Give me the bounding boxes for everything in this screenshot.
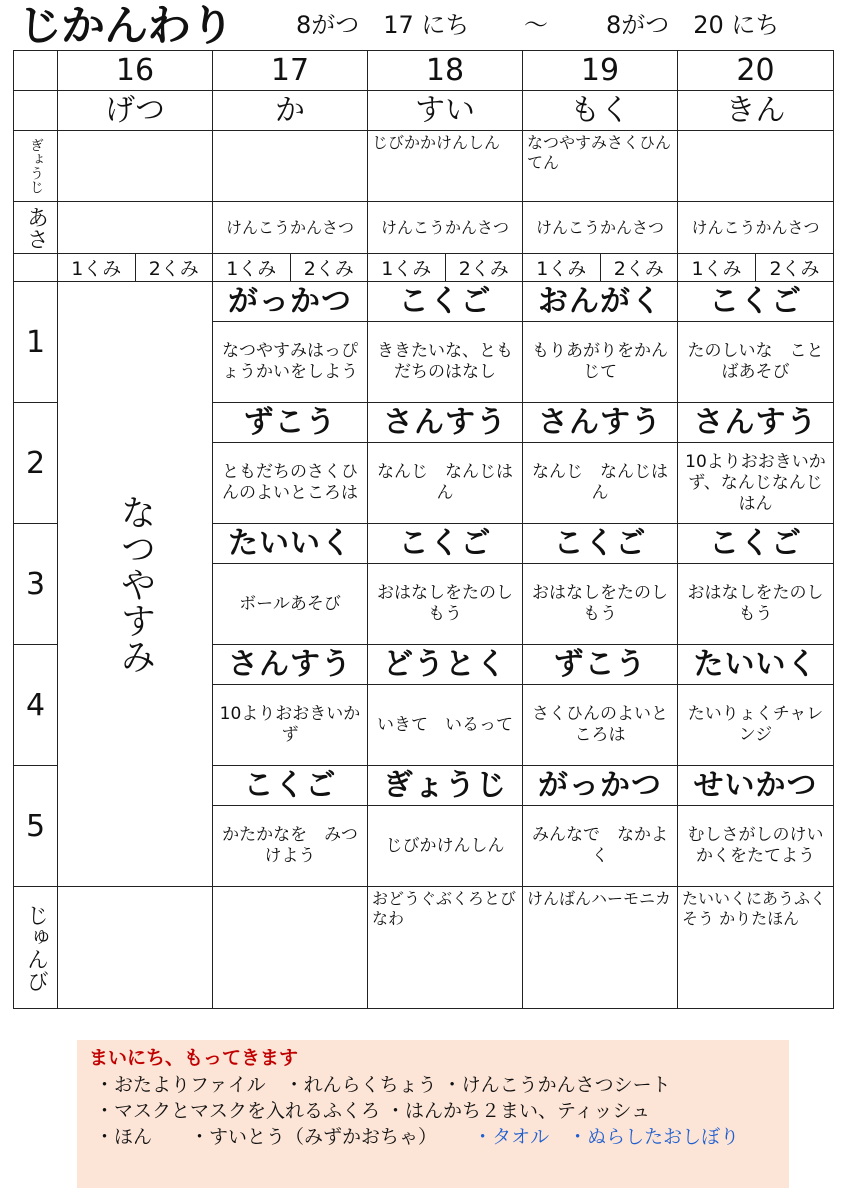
class-row bbox=[14, 254, 834, 282]
date-range bbox=[0, 8, 854, 42]
daily-items-note bbox=[77, 1040, 789, 1188]
class-1-label: 1くみ bbox=[691, 258, 742, 280]
period-number: 3 bbox=[14, 524, 58, 645]
junbi-label: じゅんび bbox=[14, 887, 58, 1009]
asa-cell: けんこうかんさつ bbox=[213, 202, 368, 254]
detail-cell: なんじ なんじはん bbox=[368, 443, 523, 524]
subject-cell: ずこう bbox=[523, 645, 678, 685]
gyouji-row bbox=[14, 131, 834, 202]
subject-cell: さんすう bbox=[368, 403, 523, 443]
detail-cell: なつやすみはっぴょうかいをしよう bbox=[213, 322, 368, 403]
junbi-cell: けんばんハーモニカ bbox=[523, 887, 678, 1009]
asa-cell bbox=[58, 202, 213, 254]
subject-cell: がっかつ bbox=[523, 766, 678, 806]
weekday-cell: か bbox=[213, 91, 368, 131]
subject-cell: ずこう bbox=[213, 403, 368, 443]
asa-cell: けんこうかんさつ bbox=[368, 202, 523, 254]
subject-cell: こくご bbox=[678, 282, 834, 322]
gyouji-cell bbox=[213, 131, 368, 202]
weekday-cell: げつ bbox=[58, 91, 213, 131]
corner-cell bbox=[14, 91, 58, 131]
subject-cell: さんすう bbox=[678, 403, 834, 443]
class-cell bbox=[58, 254, 213, 282]
class-2-label: 2くみ bbox=[135, 254, 213, 281]
asa-row bbox=[14, 202, 834, 254]
weekday-cell: きん bbox=[678, 91, 834, 131]
notes-line: ・マスクとマスクを入れるふくろ ・はんかち２まい、ティッシュ bbox=[95, 1100, 651, 1122]
date-row bbox=[14, 51, 834, 91]
notes-line-blue: ・タオル ・ぬらしたおしぼり bbox=[473, 1126, 740, 1148]
detail-cell: ボールあそび bbox=[213, 564, 368, 645]
detail-cell: たいりょくチャレンジ bbox=[678, 685, 834, 766]
class-2-label: 2くみ bbox=[755, 254, 833, 281]
period-number: 2 bbox=[14, 403, 58, 524]
subject-cell: たいいく bbox=[678, 645, 834, 685]
class-cell bbox=[368, 254, 523, 282]
detail-cell: さくひんのよいところは bbox=[523, 685, 678, 766]
summer-break-label: なつやすみ bbox=[115, 494, 156, 674]
detail-cell: おはなしをたのしもう bbox=[368, 564, 523, 645]
detail-cell: かたかなを みつけよう bbox=[213, 806, 368, 887]
detail-cell: じびかけんしん bbox=[368, 806, 523, 887]
gyouji-cell bbox=[678, 131, 834, 202]
detail-cell: みんなで なかよく bbox=[523, 806, 678, 887]
subject-cell: こくご bbox=[523, 524, 678, 564]
detail-cell: たのしいな ことばあそび bbox=[678, 322, 834, 403]
period-1-subject-row bbox=[14, 282, 834, 322]
date-cell: 19 bbox=[523, 51, 678, 91]
date-range-end: 8がつ 20 にち bbox=[606, 11, 780, 39]
detail-cell: なんじ なんじはん bbox=[523, 443, 678, 524]
date-cell: 20 bbox=[678, 51, 834, 91]
date-cell: 16 bbox=[58, 51, 213, 91]
corner-cell bbox=[14, 254, 58, 282]
subject-cell: ぎょうじ bbox=[368, 766, 523, 806]
detail-cell: 10よりおおきいかず、なんじなんじはん bbox=[678, 443, 834, 524]
notes-line bbox=[95, 1125, 739, 1150]
detail-cell: いきて いるって bbox=[368, 685, 523, 766]
weekday-cell: もく bbox=[523, 91, 678, 131]
page-title: じかんわり bbox=[18, 1, 234, 50]
class-1-label: 1くみ bbox=[226, 258, 277, 280]
subject-cell: こくご bbox=[368, 282, 523, 322]
notes-line: ・おたよりファイル ・れんらくちょう ・けんこうかんさつシート bbox=[95, 1074, 671, 1096]
weekday-row bbox=[14, 91, 834, 131]
class-1-label: 1くみ bbox=[536, 258, 587, 280]
class-cell bbox=[678, 254, 834, 282]
gyouji-cell: なつやすみさくひんてん bbox=[523, 131, 678, 202]
asa-cell: けんこうかんさつ bbox=[523, 202, 678, 254]
subject-cell: どうとく bbox=[368, 645, 523, 685]
detail-cell: むしさがしのけいかくをたてよう bbox=[678, 806, 834, 887]
junbi-cell: おどうぐぶくろとびなわ bbox=[368, 887, 523, 1009]
gyouji-label: ぎょうじ bbox=[14, 131, 58, 202]
subject-cell: さんすう bbox=[213, 645, 368, 685]
period-number: 4 bbox=[14, 645, 58, 766]
class-1-label: 1くみ bbox=[71, 258, 122, 280]
date-cell: 17 bbox=[213, 51, 368, 91]
detail-cell: 10よりおおきいかず bbox=[213, 685, 368, 766]
date-range-tilde: ～ bbox=[524, 11, 548, 39]
class-2-label: 2くみ bbox=[600, 254, 678, 281]
notes-line-text: ・ほん ・すいとう（みずかおちゃ） bbox=[95, 1126, 438, 1148]
detail-cell: ともだちのさくひんのよいところは bbox=[213, 443, 368, 524]
subject-cell: こくご bbox=[678, 524, 834, 564]
junbi-cell bbox=[213, 887, 368, 1009]
gyouji-cell bbox=[58, 131, 213, 202]
asa-cell: けんこうかんさつ bbox=[678, 202, 834, 254]
date-cell: 18 bbox=[368, 51, 523, 91]
subject-cell: せいかつ bbox=[678, 766, 834, 806]
corner-cell bbox=[14, 51, 58, 91]
junbi-row bbox=[14, 887, 834, 1009]
summer-break-cell bbox=[58, 282, 213, 887]
detail-cell: おはなしをたのしもう bbox=[678, 564, 834, 645]
subject-cell: こくご bbox=[368, 524, 523, 564]
notes-heading: まいにち、もってきます bbox=[89, 1047, 299, 1069]
subject-cell: たいいく bbox=[213, 524, 368, 564]
weekday-cell: すい bbox=[368, 91, 523, 131]
class-cell bbox=[523, 254, 678, 282]
date-range-start: 8がつ 17 にち bbox=[296, 11, 470, 39]
class-cell bbox=[213, 254, 368, 282]
detail-cell: おはなしをたのしもう bbox=[523, 564, 678, 645]
timetable bbox=[13, 50, 834, 1009]
gyouji-cell: じびかかけんしん bbox=[368, 131, 523, 202]
subject-cell: がっかつ bbox=[213, 282, 368, 322]
class-2-label: 2くみ bbox=[290, 254, 368, 281]
subject-cell: さんすう bbox=[523, 403, 678, 443]
subject-cell: おんがく bbox=[523, 282, 678, 322]
junbi-cell: たいいくにあうふくそう かりたほん bbox=[678, 887, 834, 1009]
period-number: 1 bbox=[14, 282, 58, 403]
class-2-label: 2くみ bbox=[445, 254, 523, 281]
asa-label: あさ bbox=[14, 202, 58, 254]
period-number: 5 bbox=[14, 766, 58, 887]
detail-cell: ききたいな、ともだちのはなし bbox=[368, 322, 523, 403]
class-1-label: 1くみ bbox=[381, 258, 432, 280]
detail-cell: もりあがりをかんじて bbox=[523, 322, 678, 403]
junbi-cell bbox=[58, 887, 213, 1009]
subject-cell: こくご bbox=[213, 766, 368, 806]
